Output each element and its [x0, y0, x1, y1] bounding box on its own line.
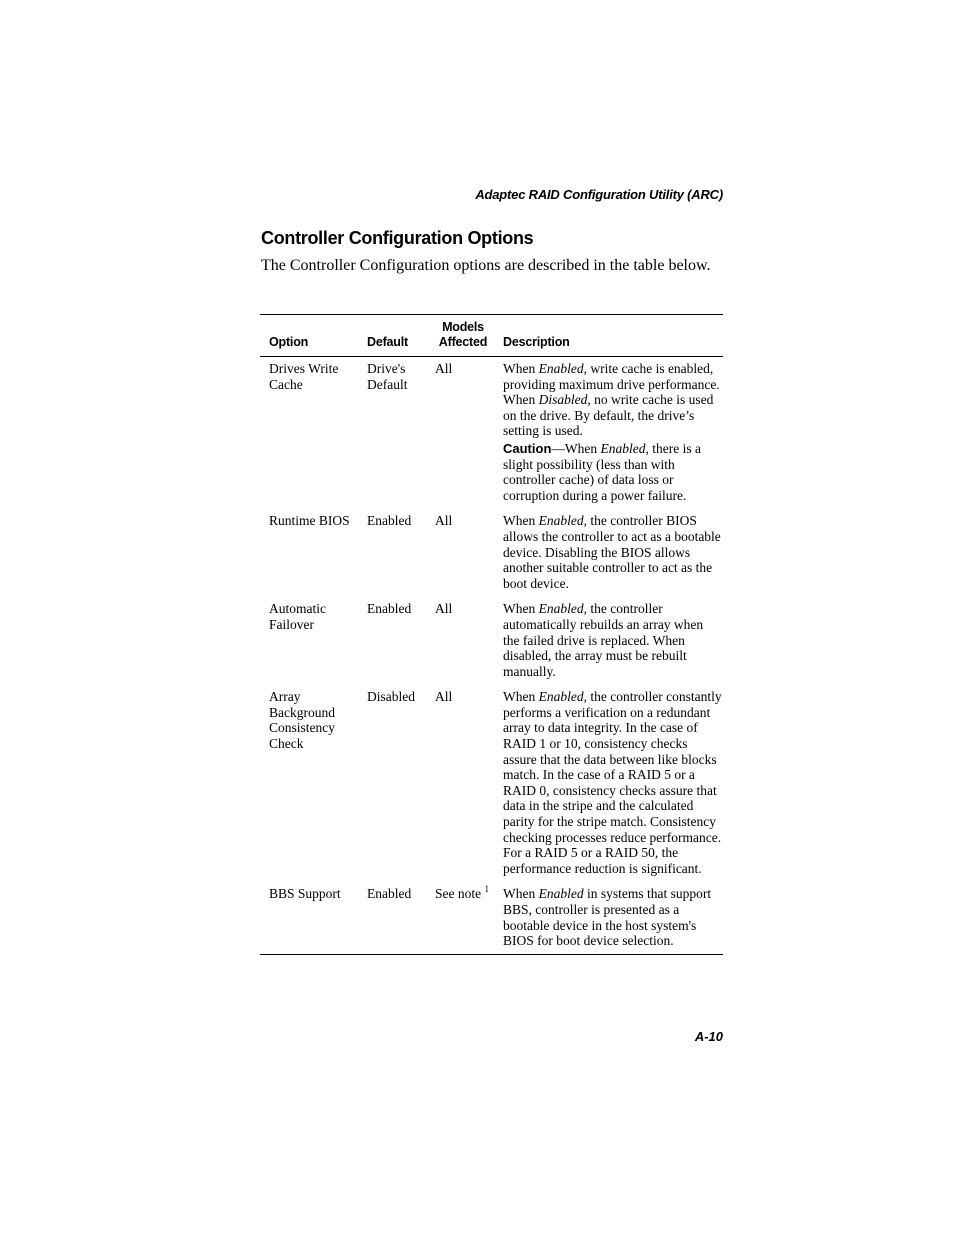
options-table — [260, 315, 723, 954]
desc-text: in systems that support BBS, controller is presented as a bootable device in the host system's BIOS for boot device selection. — [503, 886, 712, 949]
desc-text: When — [503, 513, 539, 529]
desc-emphasis: Enabled — [538, 689, 584, 705]
section-title: Controller Configuration Options — [261, 228, 534, 248]
cell-option: Runtime BIOS — [269, 513, 350, 529]
table-row — [260, 357, 723, 504]
cell-default: Enabled — [367, 513, 412, 529]
desc-text: , the controller automatically rebuilds an array when the failed drive is replaced. When disabled, the array must be rebuilt manually. — [503, 601, 704, 679]
cell-option: BBS Support — [269, 886, 341, 902]
page-number: A-10 — [694, 1029, 723, 1044]
caution-label: Caution — [503, 440, 552, 456]
cell-models: All — [435, 689, 453, 705]
desc-emphasis: Enabled — [538, 601, 584, 617]
desc-text: , the controller BIOS allows the controller to act as a bootable device. Disabling the BIOS allows another suitable controller to act as the boot device. — [503, 513, 721, 591]
table-row — [260, 679, 723, 876]
cell-description — [495, 679, 723, 876]
cell-option: Drives Write Cache — [269, 361, 339, 392]
header-models-affected — [431, 315, 495, 357]
desc-text: , write cache is enabled, providing maximum drive performance. When — [503, 361, 720, 408]
caution-text: —When — [551, 440, 601, 456]
cell-default: Disabled — [367, 689, 415, 705]
desc-emphasis: Enabled — [538, 886, 584, 902]
cell-models: All — [435, 361, 453, 376]
desc-emphasis: Disabled — [538, 392, 588, 408]
table-header-row — [260, 315, 723, 357]
header-default: Default — [363, 315, 431, 357]
cell-models: All — [435, 601, 453, 617]
cell-models — [431, 876, 495, 953]
desc-text: When — [503, 886, 539, 902]
desc-text: , no write cache is used on the drive. By default, the drive’s setting is used. — [503, 392, 714, 439]
desc-text: When — [503, 601, 539, 617]
desc-emphasis: Enabled — [538, 361, 584, 376]
table-row — [260, 503, 723, 591]
cell-description — [495, 876, 723, 953]
footnote-marker: 1 — [484, 884, 489, 895]
desc-text: , the controller constantly performs a verification on a redundant array to data integrity. In the case of RAID 1 or 10, consistency checks assure that the data between like blocks match. In the case of a RAID 5 or a RAID 0, consistency checks assure that data in the stripe and the calculated parity for the stripe match. Consistency checking processes reduce performance. For a RAID 5 or a RAID 50, the performance reduction is significant. — [503, 689, 722, 876]
cell-default: Enabled — [367, 886, 412, 902]
header-models-line1: Models — [442, 320, 484, 334]
running-header: Adaptec RAID Configuration Utility (ARC) — [475, 187, 723, 202]
cell-option: Automatic Failover — [269, 601, 326, 632]
header-option: Option — [260, 315, 363, 357]
caution-note — [503, 441, 723, 503]
cell-description — [495, 503, 723, 591]
intro-paragraph: The Controller Configuration options are described in the table below. — [261, 257, 711, 274]
header-description: Description — [495, 315, 723, 357]
desc-emphasis: Enabled — [538, 513, 584, 529]
cell-models: All — [435, 513, 453, 529]
models-note-text: See note — [435, 886, 482, 902]
desc-text: When — [503, 689, 539, 705]
options-table-container — [260, 314, 723, 955]
desc-text: When — [503, 361, 539, 376]
cell-option: Array Background Consistency Check — [269, 689, 335, 752]
cell-default: Enabled — [367, 601, 412, 617]
table-row — [260, 876, 723, 953]
caution-text: , there is a slight possibility (less than with controller cache) of data loss or corruption during a power failure. — [503, 440, 701, 503]
header-models-line2: Affected — [438, 335, 488, 349]
table-row — [260, 591, 723, 679]
description-text — [503, 361, 723, 439]
caution-emphasis: Enabled — [600, 440, 646, 456]
cell-description — [495, 591, 723, 679]
cell-default: Drive's Default — [367, 361, 408, 392]
cell-description — [495, 357, 723, 504]
